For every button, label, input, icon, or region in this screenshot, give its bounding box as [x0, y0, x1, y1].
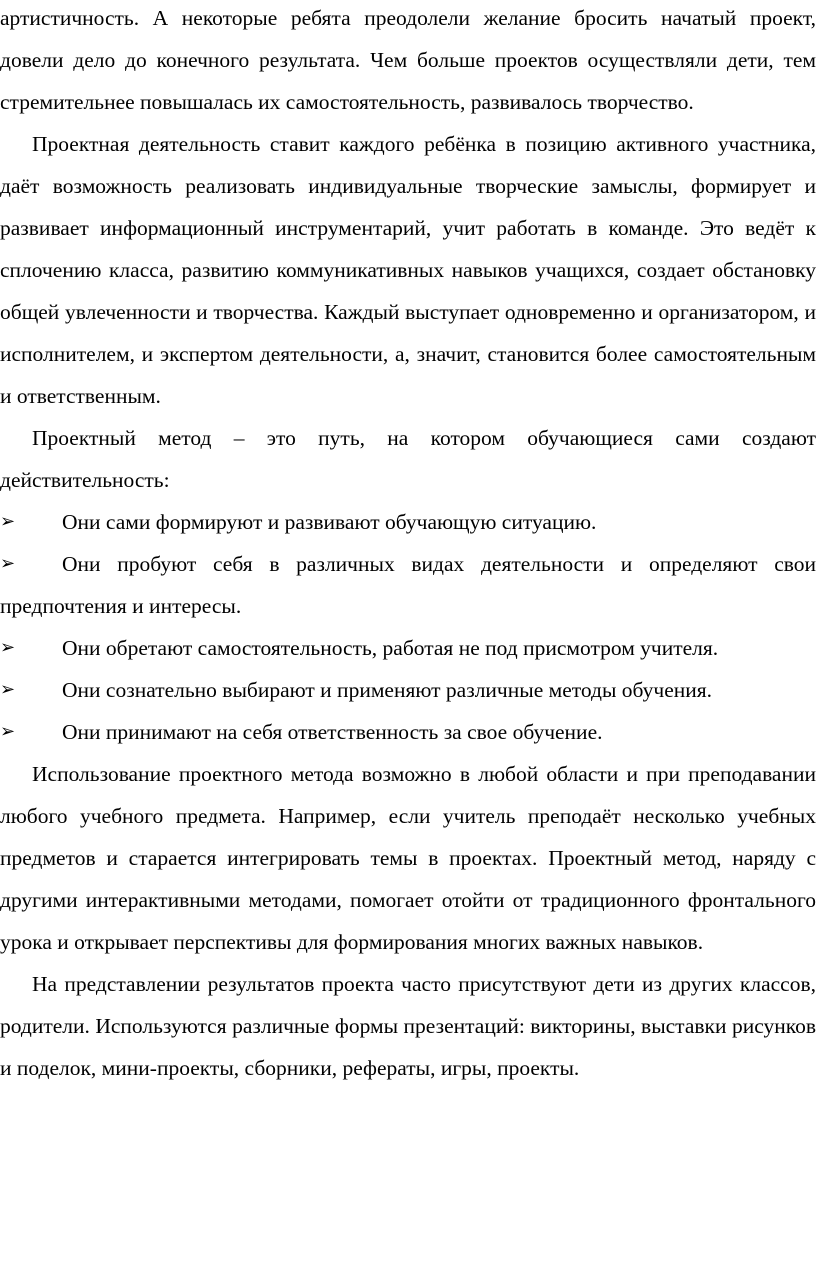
list-item-text: Они обретают самостоятельность, работая не под присмотром учителя. — [62, 636, 719, 660]
list-item — [0, 543, 816, 627]
paragraph-project-activity: Проектная деятельность ставит каждого ребёнка в позицию активного участника, даёт возможность реализовать индивидуальные творческие замыслы, формирует и развивает информационный инструментарий, учит работать в команде. Это ведёт к сплочению класса, развитию коммуникативных навыков учащихся, создает обстановку общей увлеченности и творчества. Каждый выступает одновременно и организатором, и исполнителем, и экспертом деятельности, а, значит, становится более самостоятельным и ответственным. — [0, 132, 816, 408]
arrow-bullet-icon: ➢ — [0, 511, 16, 532]
paragraph-method-usage: Использование проектного метода возможно в любой области и при преподавании любого учебного предмета. Например, если учитель преподаёт несколько учебных предметов и старается интегрировать темы в проектах. Проектный метод, наряду с другими интерактивными методами, помогает отойти от традиционного фронтального урока и открывает перспективы для формирования многих важных навыков. — [0, 762, 816, 954]
list-item — [0, 627, 816, 669]
list-item — [0, 501, 816, 543]
arrow-bullet-icon: ➢ — [0, 679, 16, 700]
paragraph-continuation: артистичность. А некоторые ребята преодолели желание бросить начатый проект, довели дело до конечного результата. Чем больше проектов осуществляли дети, тем стремительнее повышалась их самостоятельность, развивалось творчество. — [0, 6, 816, 114]
list-item-text: Они пробуют себя в различных видах деятельности и определяют свои предпочтения и интересы. — [0, 552, 816, 618]
arrow-bullet-icon: ➢ — [0, 553, 16, 574]
paragraph-presentation: На представлении результатов проекта часто присутствуют дети из других классов, родители. Используются различные формы презентаций: викторины, выставки рисунков и поделок, мини-проекты, сборники, рефераты, игры, проекты. — [0, 972, 816, 1080]
arrow-bullet-icon: ➢ — [0, 637, 16, 658]
paragraph-project-method: Проектный метод – это путь, на котором обучающиеся сами создают действительность: — [0, 426, 816, 492]
list-item-text: Они принимают на себя ответственность за свое обучение. — [62, 720, 603, 744]
arrow-bullet-icon: ➢ — [0, 721, 16, 742]
list-item-text: Они сами формируют и развивают обучающую ситуацию. — [62, 510, 597, 534]
list-item — [0, 669, 816, 711]
list-item-text: Они сознательно выбирают и применяют различные методы обучения. — [62, 678, 713, 702]
list-item — [0, 711, 816, 753]
